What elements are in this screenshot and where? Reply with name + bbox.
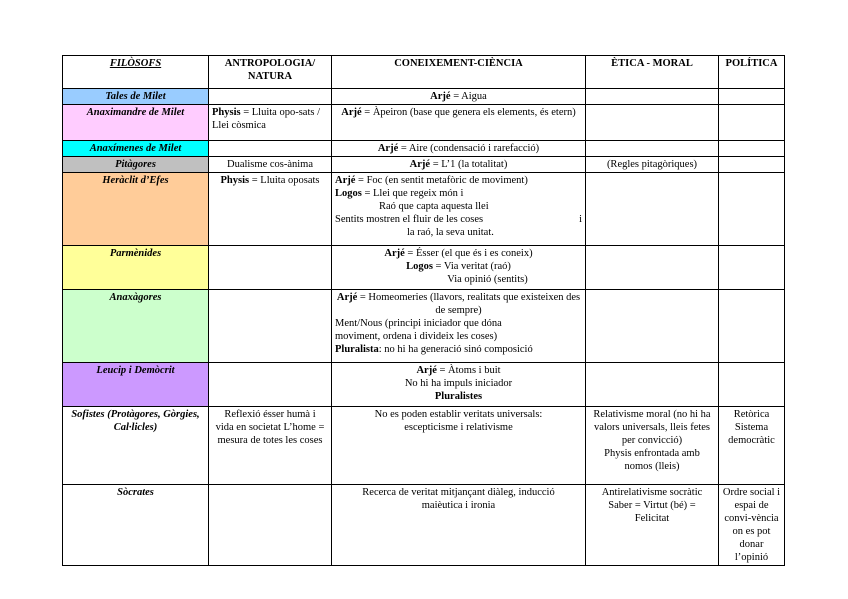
arje-label: Arjé [430,91,451,102]
pluralist-line [335,343,582,356]
cell-ethics [586,141,719,157]
physis-label: Physis [220,175,250,186]
impulse-line: No hi ha impuls iniciador [404,378,513,389]
arje-label: Arjé [336,292,358,303]
table-row [63,141,785,157]
cell-anthropology [209,105,332,141]
pluralist-label: Pluralista [335,344,379,355]
cell-politics [719,105,785,141]
cell-knowledge [332,105,586,141]
table-row [63,246,785,290]
physis-label: Physis [212,107,241,118]
logos-text: = Llei que regeix món i [361,188,464,199]
cell-knowledge [332,290,586,363]
cell-knowledge [332,363,586,407]
arje-label: Arjé [341,107,362,118]
cell-knowledge: Recerca de veritat mitjançant diàleg, inducció maièutica i ironia [332,485,586,566]
cell-ethics [586,363,719,407]
cell-politics [719,141,785,157]
philosopher-sofistes: Sofistes (Protàgores, Gòrgies, Cal·licles) [63,407,209,485]
senses-text: Sentits mostren el fluir de les coses [335,214,484,225]
philosopher-pitagores: Pitàgores [63,157,209,173]
cell-politics [719,157,785,173]
pluralists-label: Pluralistes [434,391,483,402]
header-row [63,56,785,89]
cell-knowledge [332,157,586,173]
philosopher-leucip: Leucip i Demòcrit [63,363,209,407]
arje-text: = Aigua [450,91,487,102]
arje-line [335,174,582,187]
cell-ethics [586,246,719,290]
arje-label: Arjé [377,143,399,154]
arje-label: Arjé [384,248,405,259]
philosopher-anaximenes: Anaxímenes de Milet [63,141,209,157]
cell-knowledge [332,173,586,246]
cell-ethics [586,105,719,141]
cell-knowledge [332,141,586,157]
cell-politics: Retòrica Sistema democràtic [719,407,785,485]
table-row [63,485,785,566]
header-philosophers: FILÒSOFS [63,56,209,89]
table-row [63,173,785,246]
physis-text: = Lluita oposats [249,175,320,186]
philosopher-tales: Tales de Milet [63,89,209,105]
physis-text: = Lluita opo-sats / Llei còsmica [212,107,321,131]
table-row [63,105,785,141]
arje-line [335,291,582,317]
senses-line [335,213,582,226]
arje-text: = Homeomeries (llavors, realitats que existeixen des de sempre) [357,292,581,316]
philosopher-anaximandre: Anaximandre de Milet [63,105,209,141]
arje-line [335,364,582,377]
arje-label: Arjé [335,175,356,186]
arje-text: = L’1 (la totalitat) [430,159,508,170]
cell-anthropology [209,290,332,363]
logos-label: Logos [406,261,433,272]
arje-text: = Ésser (el que és i es coneix) [404,248,533,259]
philosopher-socrates: Sòcrates [63,485,209,566]
cell-anthropology [209,485,332,566]
cell-ethics [586,407,719,485]
cell-knowledge [332,246,586,290]
cell-anthropology [209,363,332,407]
nous-line: Ment/Nous (principi iniciador que dóna moviment, ordena i divideix les coses) [335,318,502,342]
opinion-line: Via opinió (sentits) [447,274,528,285]
senses-tail: i [579,214,582,225]
arje-text: = Àpeiron (base que genera els elements, és etern) [361,107,576,118]
cell-anthropology: Dualisme cos-ànima [209,157,332,173]
cell-anthropology [209,89,332,105]
arje-label: Arjé [416,365,437,376]
table-row [63,157,785,173]
physis-nomos-text: Physis enfrontada amb nomos (lleis) [604,448,700,472]
cell-ethics: (Regles pitagòriques) [586,157,719,173]
cell-anthropology [209,141,332,157]
arje-text: = Àtoms i buit [436,365,501,376]
cell-politics [719,290,785,363]
cell-knowledge: No es poden establir veritats universals: escepticisme i relativisme [332,407,586,485]
logos-continuation: Raó que capta aquesta llei [379,201,489,212]
table-row [63,363,785,407]
cell-anthropology [209,246,332,290]
logos-label: Logos [335,188,362,199]
arje-line [335,247,582,260]
table-row [63,89,785,105]
arje-text: = Foc (en sentit metafòric de moviment) [355,175,528,186]
logos-line [335,260,582,273]
philosopher-parmenides: Parmènides [63,246,209,290]
logos-line [335,187,582,200]
logos-text: = Via veritat (raó) [432,261,511,272]
table-row [63,407,785,485]
relativism-text: Relativisme moral (no hi ha valors universals, lleis fetes per convicció) [593,409,711,446]
reason-line: la raó, la seva unitat. [407,227,494,238]
header-ethics: ÈTICA - MORAL [586,56,719,89]
cell-ethics: Antirelativisme socràtic Saber = Virtut (bé) = Felicitat [586,485,719,566]
philosopher-anaxagores: Anaxàgores [63,290,209,363]
cell-politics [719,89,785,105]
philosopher-heraclit: Heràclit d’Efes [63,173,209,246]
philosophy-table [62,55,785,566]
arje-label: Arjé [409,159,431,170]
cell-politics: Ordre social i espai de convi-vència on es pot donar l’opinió [719,485,785,566]
header-knowledge: CONEIXEMENT-CIÈNCIA [332,56,586,89]
cell-politics [719,173,785,246]
cell-ethics [586,89,719,105]
header-anthropology: ANTROPOLOGIA/ NATURA [209,56,332,89]
pluralist-text: : no hi ha generació sinó composició [378,344,533,355]
cell-knowledge [332,89,586,105]
cell-politics [719,363,785,407]
cell-ethics [586,290,719,363]
header-politics: POLÍTICA [719,56,785,89]
cell-anthropology: Reflexió ésser humà i vida en societat L’home = mesura de totes les coses [209,407,332,485]
cell-anthropology [209,173,332,246]
table-row [63,290,785,363]
cell-ethics [586,173,719,246]
arje-text: = Aire (condensació i rarefacció) [398,143,540,154]
cell-politics [719,246,785,290]
